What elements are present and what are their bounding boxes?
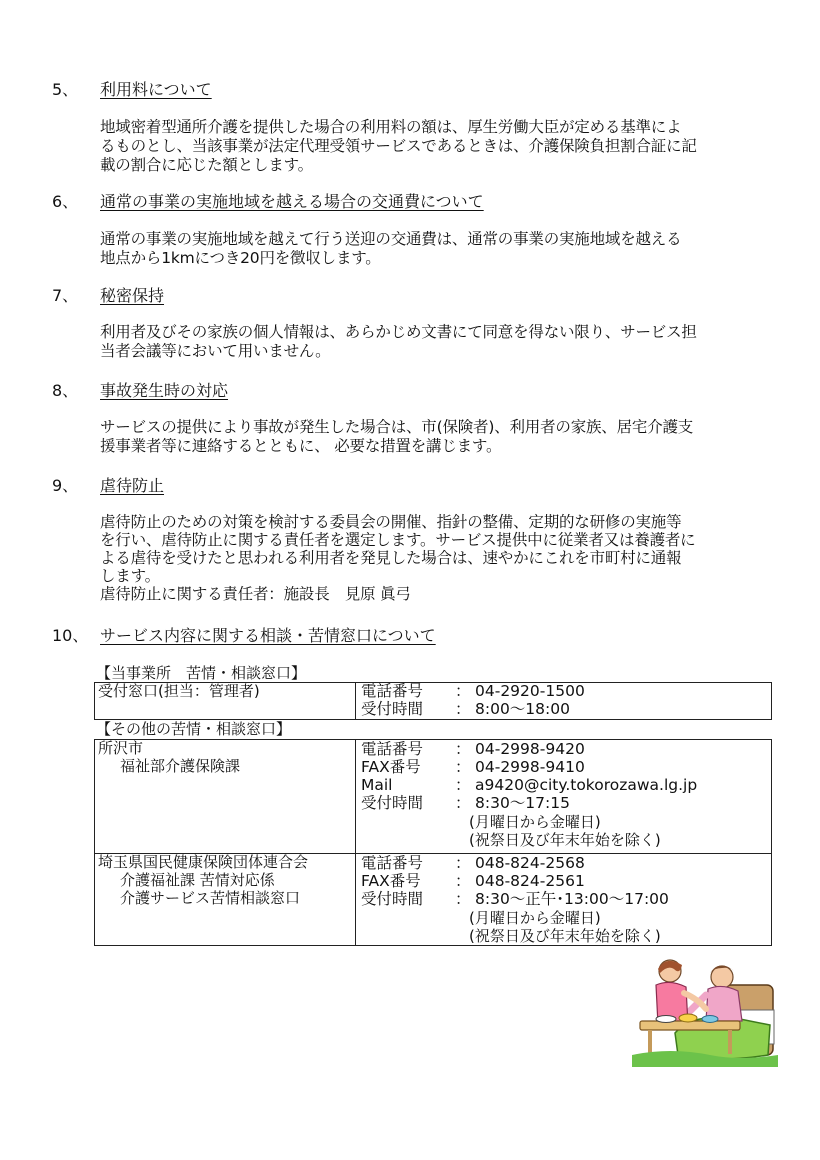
office-name: 所沢市	[98, 739, 144, 757]
section-name: 介護福祉課 苦情対応係	[120, 871, 275, 889]
body-line: 援事業者等に連絡するとともに、 必要な措置を講じます。	[100, 437, 502, 455]
body-line: よる虐待を受けたと思われる利用者を発見した場合は、速やかにこれを市町村に通報	[100, 549, 682, 567]
section-number: 10、	[52, 626, 89, 645]
section-body	[100, 418, 772, 456]
body-line: 地域密着型通所介護を提供した場合の利用料の額は、厚生労働大臣が定める基準によ	[100, 118, 682, 136]
desk-name: 介護サービス苦情相談窓口	[120, 889, 301, 907]
row-value: 8:30～17:15	[475, 794, 570, 812]
table1-row-hours	[361, 701, 570, 718]
row-colon: ：	[455, 758, 471, 776]
body-line: るものとし、当該事業が法定代理受領サービスであるときは、介護保険負担割合証に記	[100, 137, 697, 155]
row-value: 048-824-2561	[475, 872, 585, 890]
body-line: 通常の事業の実施地域を越えて行う送迎の交通費は、通常の事業の実施地域を越える	[100, 230, 682, 248]
row-colon: ：	[455, 872, 471, 890]
table1-caption: 【当事業所 苦情・相談窓口】	[96, 664, 307, 682]
row-colon: ：	[455, 890, 471, 908]
block2-row-fax	[361, 873, 585, 890]
organization-name: 埼玉県国民健康保険団体連合会	[98, 853, 309, 871]
table1-divider	[355, 682, 356, 720]
department-name: 福祉部介護保険課	[120, 757, 241, 775]
row-value: 8:00～18:00	[475, 700, 570, 718]
body-line: 利用者及びその家族の個人情報は、あらかじめ文書にて同意を得ない限り、サービス担	[100, 323, 697, 341]
section-number: 8、	[52, 381, 79, 400]
hours-note: (祝祭日及び年末年始を除く)	[469, 831, 661, 849]
caregiver-meal-illustration	[630, 955, 780, 1070]
section-title: 通常の事業の実施地域を越える場合の交通費について	[100, 192, 484, 211]
row-value: 04-2998-9410	[475, 758, 585, 776]
row-key: 電話番号	[361, 740, 424, 758]
row-colon: ：	[455, 776, 471, 794]
row-key: FAX番号	[361, 872, 421, 890]
row-value: 8:30～正午･13:00～17:00	[475, 890, 669, 908]
section-title: 虐待防止	[100, 476, 165, 495]
section-title: 利用料について	[100, 80, 212, 99]
body-line: 当者会議等において用いません。	[100, 342, 331, 360]
block1-row-mail	[361, 777, 697, 794]
hours-note: (月曜日から金曜日)	[469, 813, 601, 831]
row-key: 電話番号	[361, 682, 424, 700]
block1-row-hours	[361, 795, 570, 812]
block1-row-fax	[361, 759, 585, 776]
body-line: 地点から1kmにつき20円を徴収します。	[100, 249, 381, 267]
section-number: 5、	[52, 80, 79, 99]
section-body	[100, 230, 772, 268]
illustration-svg	[630, 955, 780, 1070]
block2-row-phone	[361, 855, 585, 872]
table1-row-phone	[361, 683, 585, 700]
row-key: 受付時間	[361, 794, 424, 812]
section-title: 秘密保持	[100, 286, 165, 305]
body-line: します。	[100, 567, 160, 585]
section-number: 7、	[52, 286, 79, 305]
row-colon: ：	[455, 794, 471, 812]
table2-caption: 【その他の苦情・相談窓口】	[96, 720, 292, 738]
section-body	[100, 118, 772, 175]
row-key: 電話番号	[361, 854, 424, 872]
section-title: 事故発生時の対応	[100, 381, 229, 400]
row-colon: ：	[455, 700, 471, 718]
row-key: 受付時間	[361, 890, 424, 908]
mail-link[interactable]: a9420@city.tokorozawa.lg.jp	[475, 776, 698, 794]
section-number: 9、	[52, 476, 79, 495]
hours-note: (月曜日から金曜日)	[469, 909, 601, 927]
block1-row-phone	[361, 741, 585, 758]
table1-left-cell: 受付窓口(担当：管理者)	[98, 682, 260, 700]
section-body	[100, 323, 772, 361]
section-number: 6、	[52, 192, 79, 211]
row-value: 04-2998-9420	[475, 740, 585, 758]
row-colon: ：	[455, 854, 471, 872]
section-title: サービス内容に関する相談・苦情窓口について	[100, 626, 436, 645]
body-line: 載の割合に応じた額とします。	[100, 156, 313, 174]
row-key: Mail	[361, 776, 393, 794]
row-colon: ：	[455, 682, 471, 700]
row-key: FAX番号	[361, 758, 421, 776]
responsible-person: 虐待防止に関する責任者：施設長 見原 眞弓	[100, 585, 411, 603]
section-body	[100, 513, 772, 603]
body-line: サービスの提供により事故が発生した場合は、市(保険者)、利用者の家族、居宅介護支	[100, 418, 694, 436]
row-key: 受付時間	[361, 700, 424, 718]
row-value: 048-824-2568	[475, 854, 585, 872]
body-line: を行い、虐待防止に関する責任者を選定します。サービス提供中に従業者又は養護者に	[100, 531, 696, 549]
row-colon: ：	[455, 740, 471, 758]
row-value: 04-2920-1500	[475, 682, 585, 700]
hours-note: (祝祭日及び年末年始を除く)	[469, 927, 661, 945]
body-line: 虐待防止のための対策を検討する委員会の開催、指針の整備、定期的な研修の実施等	[100, 513, 682, 531]
table2-divider	[355, 739, 356, 946]
block2-row-hours	[361, 891, 669, 908]
